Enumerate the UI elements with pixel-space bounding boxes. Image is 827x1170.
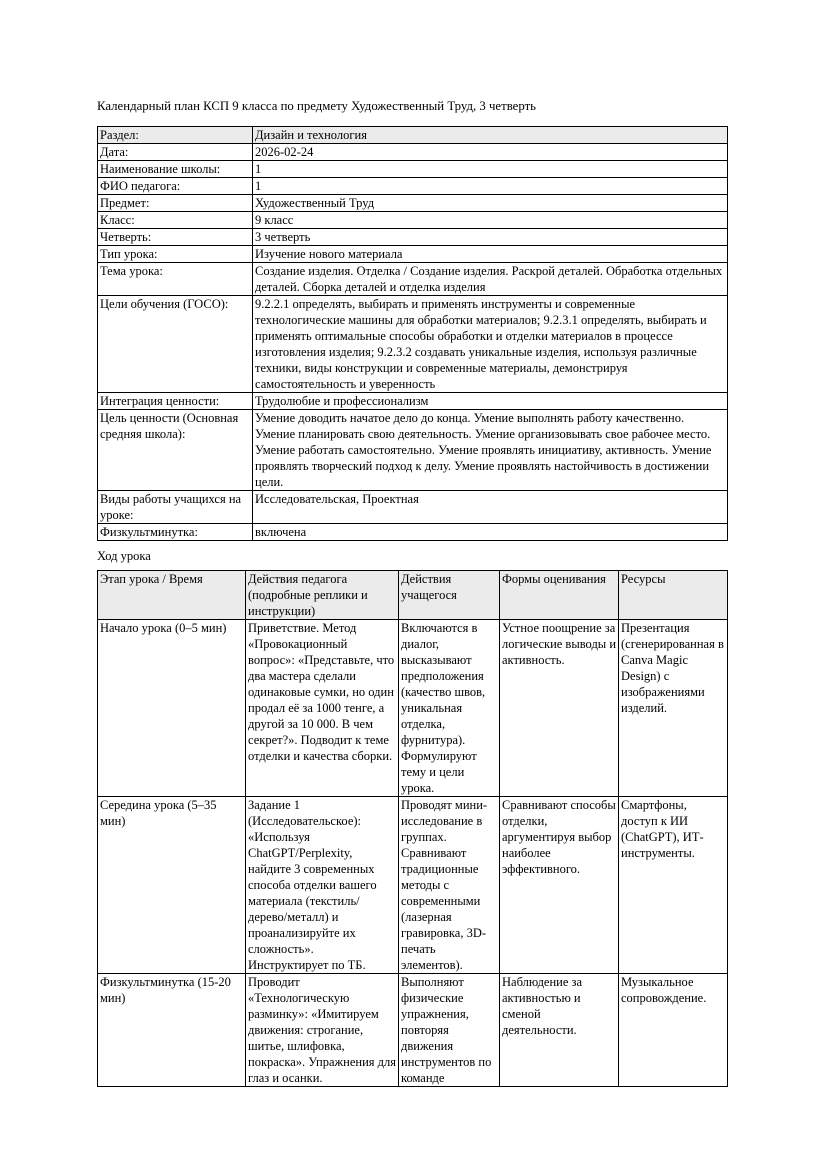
table-row [98, 410, 728, 491]
table-row [98, 212, 728, 229]
info-value-razdel: Дизайн и технология [253, 127, 728, 144]
info-label-razdel: Раздел: [98, 127, 253, 144]
stage-cell: Середина урока (5–35 мин) [98, 797, 246, 974]
info-label-values-integration: Интеграция ценности: [98, 393, 253, 410]
assessment-cell: Сравнивают способы отделки, аргументируя выбор наиболее эффективного. [500, 797, 619, 974]
table-row [98, 144, 728, 161]
student-actions-cell: Выполняют физические упражнения, повторяя движения инструментов по команде [399, 974, 500, 1087]
table-header-row [98, 571, 728, 620]
info-value-school: 1 [253, 161, 728, 178]
info-value-quarter: 3 четверть [253, 229, 728, 246]
assessment-cell: Устное поощрение за логические выводы и активность. [500, 620, 619, 797]
info-value-lesson-type: Изучение нового материала [253, 246, 728, 263]
table-row [98, 263, 728, 296]
table-row [98, 797, 728, 974]
info-value-class: 9 класс [253, 212, 728, 229]
info-label-fizminutka: Физкультминутка: [98, 524, 253, 541]
teacher-actions-cell: Проводит «Технологическую разминку»: «Имитируем движения: строгание, шитье, шлифовка, покраска». Упражнения для глаз и осанки. [246, 974, 399, 1087]
info-label-quarter: Четверть: [98, 229, 253, 246]
info-label-work-types: Виды работы учащихся на уроке: [98, 491, 253, 524]
info-label-class: Класс: [98, 212, 253, 229]
lesson-course-heading: Ход урока [97, 549, 151, 563]
resources-cell: Музыкальное сопровождение. [619, 974, 728, 1087]
table-row [98, 491, 728, 524]
assessment-cell: Наблюдение за активностью и сменой деятельности. [500, 974, 619, 1087]
info-label-subject: Предмет: [98, 195, 253, 212]
table-row [98, 161, 728, 178]
table-row [98, 178, 728, 195]
resources-cell: Смартфоны, доступ к ИИ (ChatGPT), ИТ-инструменты. [619, 797, 728, 974]
table-row [98, 393, 728, 410]
column-header-student-actions: Действия учащегося [399, 571, 500, 620]
student-actions-cell: Проводят мини-исследование в группах. Сравнивают традиционные методы с современными (лазерная гравировка, 3D-печать элементов). [399, 797, 500, 974]
lesson-info-table [97, 126, 728, 541]
table-row [98, 620, 728, 797]
column-header-teacher-actions: Действия педагога (подробные реплики и инструкции) [246, 571, 399, 620]
page-title: Календарный план КСП 9 класса по предмету Художественный Труд, 3 четверть [97, 99, 537, 113]
table-row [98, 974, 728, 1087]
resources-cell: Презентация (сгенерированная в Canva Magic Design) с изображениями изделий. [619, 620, 728, 797]
lesson-course-table [97, 570, 728, 1087]
info-value-date: 2026-02-24 [253, 144, 728, 161]
table-row [98, 524, 728, 541]
info-label-school: Наименование школы: [98, 161, 253, 178]
info-label-lesson-topic: Тема урока: [98, 263, 253, 296]
table-row [98, 229, 728, 246]
info-value-value-goal: Умение доводить начатое дело до конца. Умение выполнять работу качественно. Умение планировать свою деятельность. Умение организовывать свое рабочее место. Умение работать самостоятельно. Умение проявлять инициативу, активность. Умение проявлять творческий подход к делу. Умение проявлять настойчивость в достижении цели. [253, 410, 728, 491]
info-value-work-types: Исследовательская, Проектная [253, 491, 728, 524]
info-value-teacher-name: 1 [253, 178, 728, 195]
info-label-lesson-type: Тип урока: [98, 246, 253, 263]
column-header-resources: Ресурсы [619, 571, 728, 620]
document-page [97, 98, 727, 1087]
teacher-actions-cell: Приветствие. Метод «Провокационный вопрос»: «Представьте, что два мастера сделали одинаковые сумки, но один продал её за 1000 тенге, а другой за 10 000. В чем секрет?». Подводит к теме отделки и качества сборки. [246, 620, 399, 797]
table-row [98, 296, 728, 393]
table-row [98, 246, 728, 263]
info-value-values-integration: Трудолюбие и профессионализм [253, 393, 728, 410]
info-label-value-goal: Цель ценности (Основная средняя школа): [98, 410, 253, 491]
info-label-goals: Цели обучения (ГОСО): [98, 296, 253, 393]
stage-cell: Начало урока (0–5 мин) [98, 620, 246, 797]
stage-cell: Физкультминутка (15-20 мин) [98, 974, 246, 1087]
table-row [98, 127, 728, 144]
column-header-stage: Этап урока / Время [98, 571, 246, 620]
table-row [98, 195, 728, 212]
info-label-teacher-name: ФИО педагога: [98, 178, 253, 195]
student-actions-cell: Включаются в диалог, высказывают предположения (качество швов, уникальная отделка, фурнитура). Формулируют тему и цели урока. [399, 620, 500, 797]
info-value-fizminutka: включена [253, 524, 728, 541]
info-value-lesson-topic: Создание изделия. Отделка / Создание изделия. Раскрой деталей. Обработка отдельных деталей. Сборка деталей и отделка изделия [253, 263, 728, 296]
info-value-subject: Художественный Труд [253, 195, 728, 212]
column-header-assessment: Формы оценивания [500, 571, 619, 620]
teacher-actions-cell: Задание 1 (Исследовательское): «Используя ChatGPT/Perplexity, найдите 3 современных способа отделки вашего материала (текстиль/дерево/металл) и проанализируйте их сложность». Инструктирует по ТБ. [246, 797, 399, 974]
info-value-goals: 9.2.2.1 определять, выбирать и применять инструменты и современные технологические машины для обработки материалов; 9.2.3.1 определять, выбирать и применять оптимальные способы обработки и отделки материалов в процессе изготовления изделия; 9.2.3.2 создавать уникальные изделия, используя различные техники, виды конструкции и современные материалы, демонстрируя самостоятельность и уверенность [253, 296, 728, 393]
info-label-date: Дата: [98, 144, 253, 161]
